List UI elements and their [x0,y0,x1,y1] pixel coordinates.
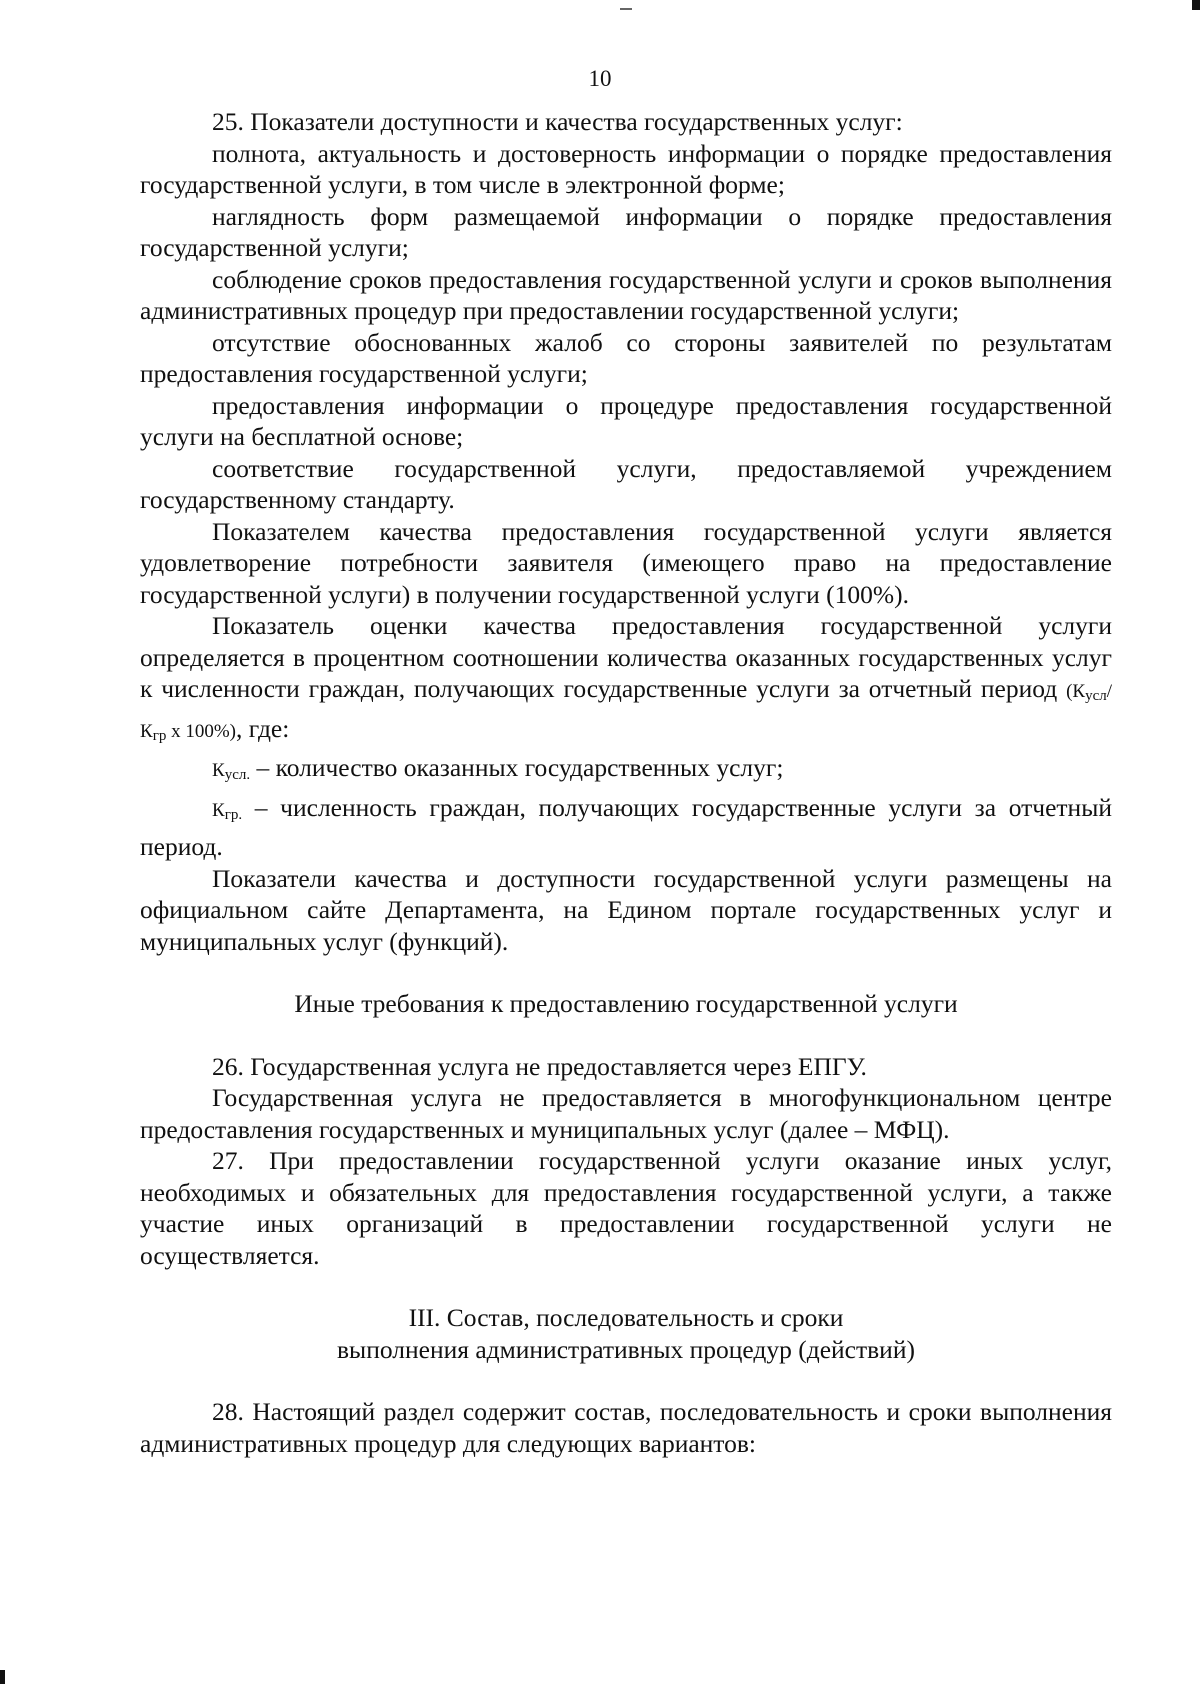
quality-indicator-paragraph: Показателем качества предоставления государственной услуги является удовлетворение потребности заявителя (имеющего право на предоставление государственной услуги) в получении государственной услуги (100%). [140,516,1112,609]
page-number: 10 [588,66,612,91]
formula-open: (К [1066,681,1086,702]
indicator-item: соблюдение сроков предоставления государственной услуги и сроков выполнения административных процедур при предоставлении государственной услуги; [140,264,1112,325]
indicator-item: предоставления информации о процедуре предоставления государственной услуги на бесплатной основе; [140,390,1112,451]
k-usl-definition [140,752,1112,792]
section-26-paragraph: 26. Государственная услуга не предоставляется через ЕПГУ. [212,1051,867,1081]
formula-close: х 100%) [166,720,236,742]
k-gr-subscript: гр. [224,806,243,823]
indicator-item: отсутствие обоснованных жалоб со стороны заявителей по результатам предоставления государственной услуги; [140,327,1112,388]
k-usl-text: – количество оказанных государственных услуг; [250,753,784,782]
k-gr-definition [140,792,1112,863]
indicator-item: наглядность форм размещаемой информации о порядке предоставления государственной услуги; [140,201,1112,262]
assessment-text: Показатель оценки качества предоставления государственной услуги определяется в процентном соотношении количества оказанных государственных услуг к численности граждан, получающих государственные услуги за отчетный период [140,611,1112,703]
k-gr-text: – численность граждан, получающих государственные услуги за отчетный период. [140,792,1112,861]
k-usl-subscript: усл. [224,767,251,783]
formula-slash: /К [140,681,1113,742]
assessment-paragraph [140,610,1112,752]
section-25-title: 25. Показатели доступности и качества государственных услуг: [212,107,903,136]
assessment-tail: , где: [236,713,290,743]
heading-other-requirements: Иные требования к предоставлению государственной услуги [294,989,958,1018]
formula-sub-usl: усл [1085,688,1107,704]
section-27-paragraph: 27. При предоставлении государственной услуги оказание иных услуг, необходимых и обязательных для предоставления государственной услуги, а также участие иных организаций в предоставлении государственной услуги не осуществляется. [140,1146,1112,1270]
mfc-paragraph: Государственная услуга не предоставляется в многофункциональном центре предоставления государственных и муниципальных услуг (далее – МФЦ). [140,1083,1112,1144]
heading-section-iii-line2: выполнения административных процедур (действий) [337,1334,915,1364]
formula-sub-gr: гр [152,727,167,744]
section-28-paragraph: 28. Настоящий раздел содержит состав, последовательность и сроки выполнения административных процедур для следующих вариантов: [140,1397,1112,1458]
publication-paragraph: Показатели качества и доступности государственной услуги размещены на официальном сайте Департамента, на Едином портале государственных услуг и муниципальных услуг (функций). [140,863,1112,956]
k-usl-symbol: К [212,760,225,781]
indicator-item: полнота, актуальность и достоверность информации о порядке предоставления государственной услуги, в том числе в электронной форме; [140,138,1112,199]
document-body [140,106,1112,1459]
scan-mark-bottom [0,1670,5,1684]
scan-mark-corner [1192,0,1200,10]
k-gr-symbol: К [212,799,225,821]
scan-mark-top [620,8,632,10]
heading-section-iii-line1: III. Состав, последовательность и сроки [408,1303,844,1332]
indicator-item: соответствие государственной услуги, предоставляемой учреждением государственному стандарту. [140,453,1112,514]
